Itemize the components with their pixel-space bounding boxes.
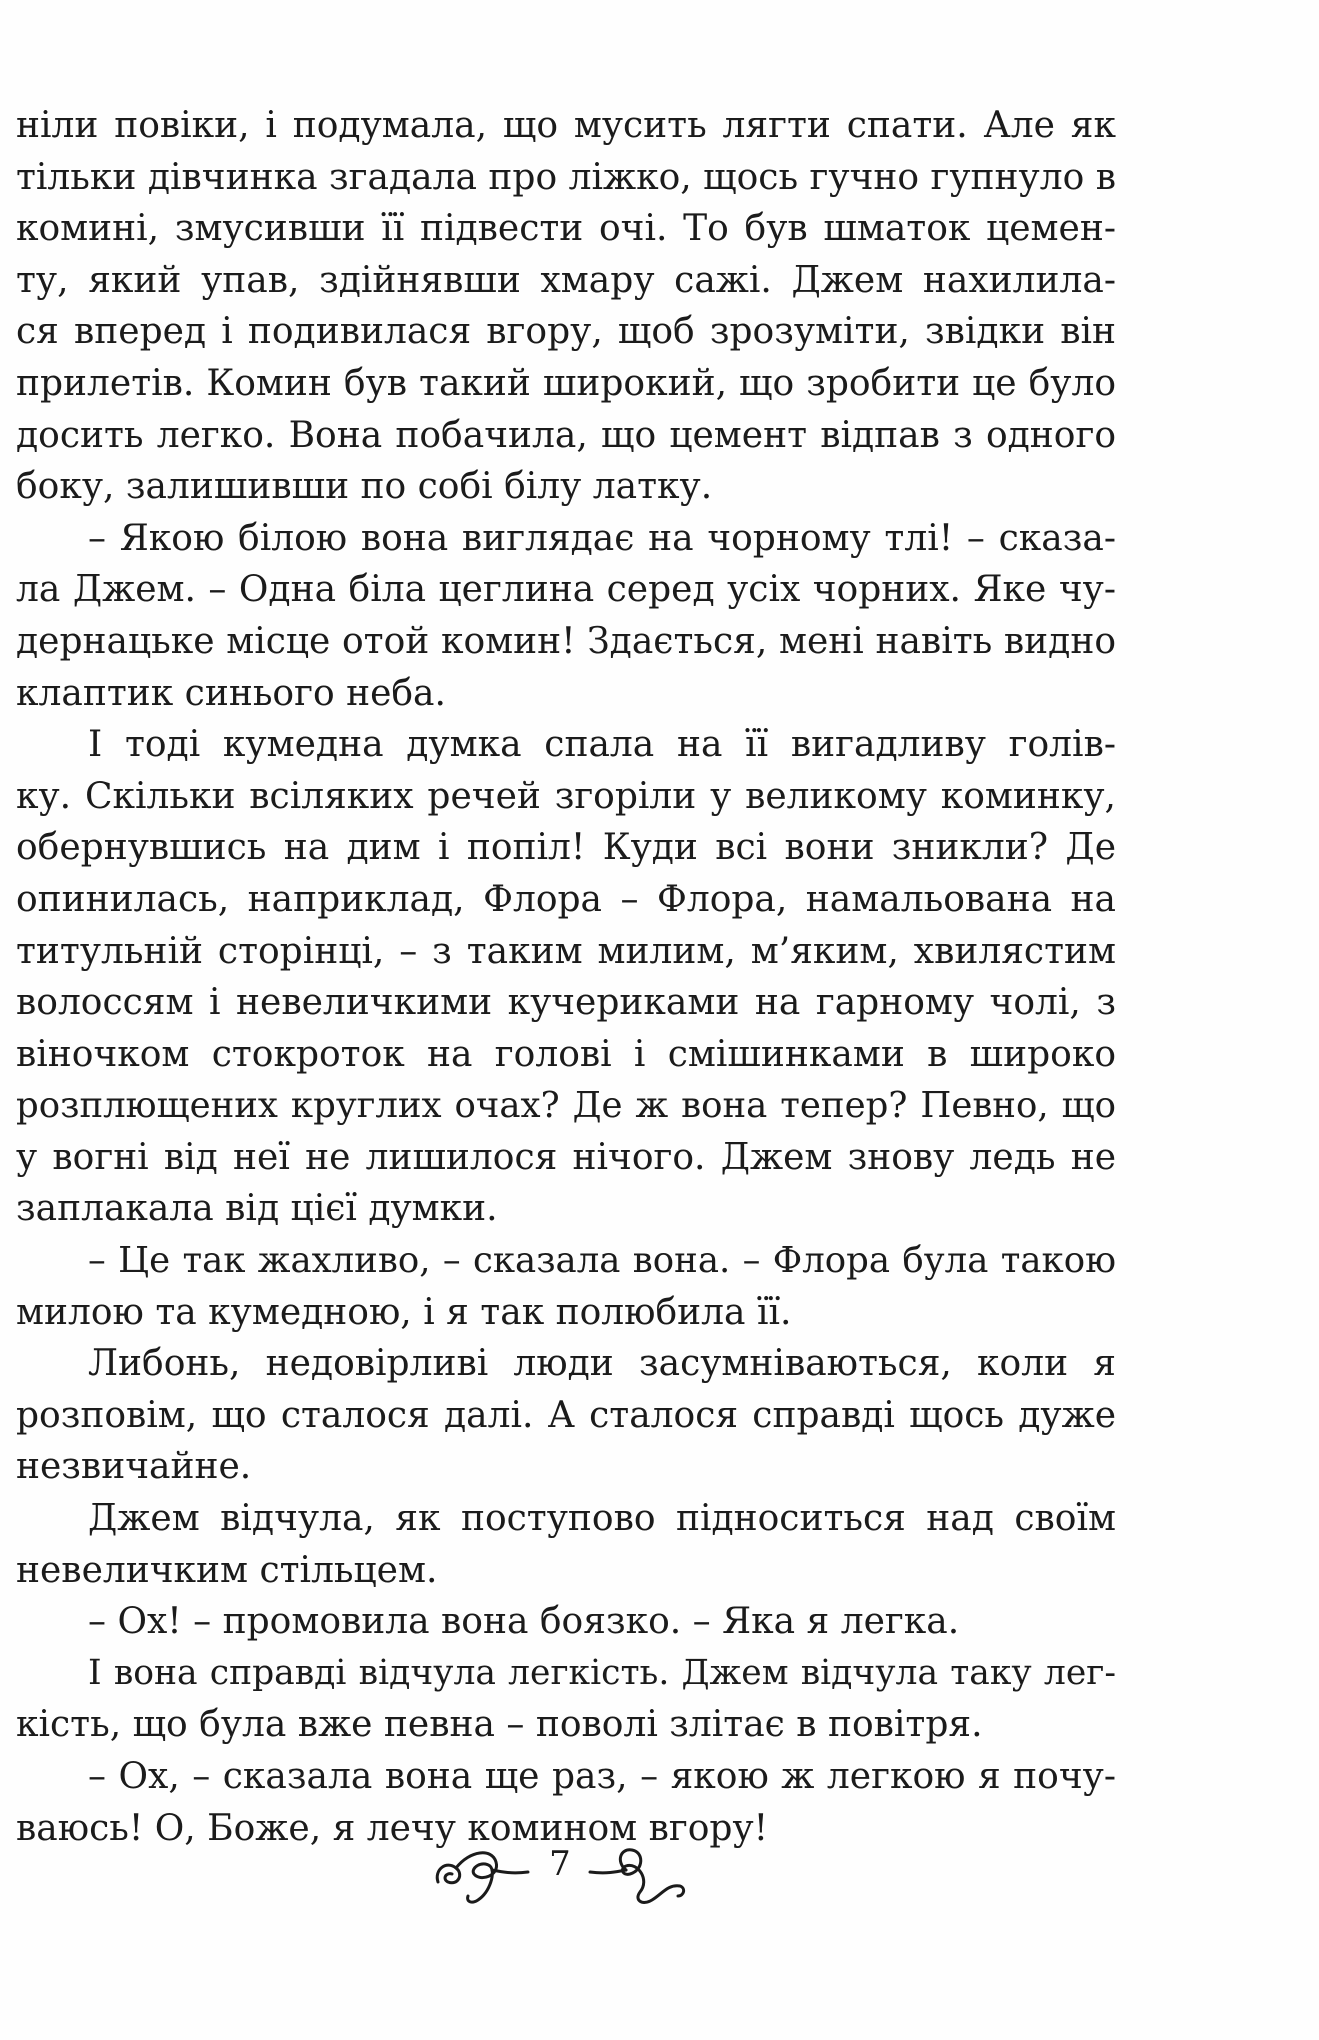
text-line: боку, залишивши по собі білу латку. <box>16 466 713 508</box>
text-line: тільки дівчинка згадала про ліжко, щось гучно гупнуло в <box>16 156 1116 198</box>
text-line: обернувшись на дим і попіл! Куди всі вони зникли? Де <box>16 827 1116 869</box>
page-number: 7 <box>549 1844 571 1884</box>
text-line: волоссям і невеличкими кучериками на гарному чолі, з <box>16 982 1116 1024</box>
page-footer <box>430 1830 690 1920</box>
text-line: досить легко. Вона побачила, що цемент відпав з одного <box>16 414 1116 456</box>
text-line: Джем відчула, як поступово підноситься над своїм <box>88 1498 1116 1540</box>
text-line: – Ох, – сказала вона ще раз, – якою ж легкою я почу- <box>88 1756 1116 1797</box>
text-line: ваюсь! О, Боже, я лечу комином вгору! <box>16 1807 769 1849</box>
text-line: милою та кумедною, і я так полюбила її. <box>16 1291 792 1333</box>
text-line: титульній сторінці, – з таким милим, м’яким, хвилястим <box>16 930 1116 972</box>
text-line: ся вперед і подивилася вгору, щоб зрозуміти, звідки він <box>16 311 1116 353</box>
text-line: у вогні від неї не лишилося нічого. Джем знову ледь не <box>16 1136 1116 1178</box>
text-line: комині, змусивши її підвести очі. То був шматок цемен- <box>16 208 1116 250</box>
text-line: невеличким стільцем. <box>16 1549 438 1591</box>
text-line: кість, що була вже певна – поволі злітає в повітря. <box>16 1704 983 1746</box>
text-line: незвичайне. <box>16 1446 252 1488</box>
text-line: Либонь, недовірливі люди засумніваються, коли я <box>88 1343 1116 1385</box>
text-line: ла Джем. – Одна біла цеглина серед усіх чорних. Яке чу- <box>16 569 1116 611</box>
text-line: ку. Скільки всіляких речей згоріли у великому коминку, <box>16 775 1116 817</box>
text-line: розповім, що сталося далі. А сталося справді щось дуже <box>16 1394 1116 1436</box>
text-line: розплющених круглих очах? Де ж вона тепер? Певно, що <box>16 1085 1116 1127</box>
text-line: клаптик синього неба. <box>16 672 446 714</box>
text-line: ту, який упав, здійнявши хмару сажі. Джем нахилила- <box>16 259 1116 301</box>
text-line: опинилась, наприклад, Флора – Флора, намальована на <box>16 878 1116 920</box>
text-line: І тоді кумедна думка спала на її вигадливу голів- <box>88 724 1116 766</box>
text-line: – Це так жахливо, – сказала вона. – Флора була такою <box>88 1240 1116 1282</box>
text-line: віночком стокроток на голові і смішинками в широко <box>16 1033 1116 1075</box>
text-line: дернацьке місце отой комин! Здається, мені навіть видно <box>16 620 1116 662</box>
text-line: прилетів. Комин був такий широкий, що зробити це було <box>16 362 1116 404</box>
text-line: – Якою білою вона виглядає на чорному тлі! – сказа- <box>88 517 1116 559</box>
text-line: ніли повіки, і подумала, що мусить лягти спати. Але як <box>16 105 1116 146</box>
body-text <box>16 100 1116 1854</box>
text-line: І вона справді відчула легкість. Джем відчула таку лег- <box>88 1652 1116 1693</box>
text-line: заплакала від цієї думки. <box>16 1188 498 1230</box>
text-line: – Ох! – промовила вона боязко. – Яка я легка. <box>88 1601 960 1643</box>
